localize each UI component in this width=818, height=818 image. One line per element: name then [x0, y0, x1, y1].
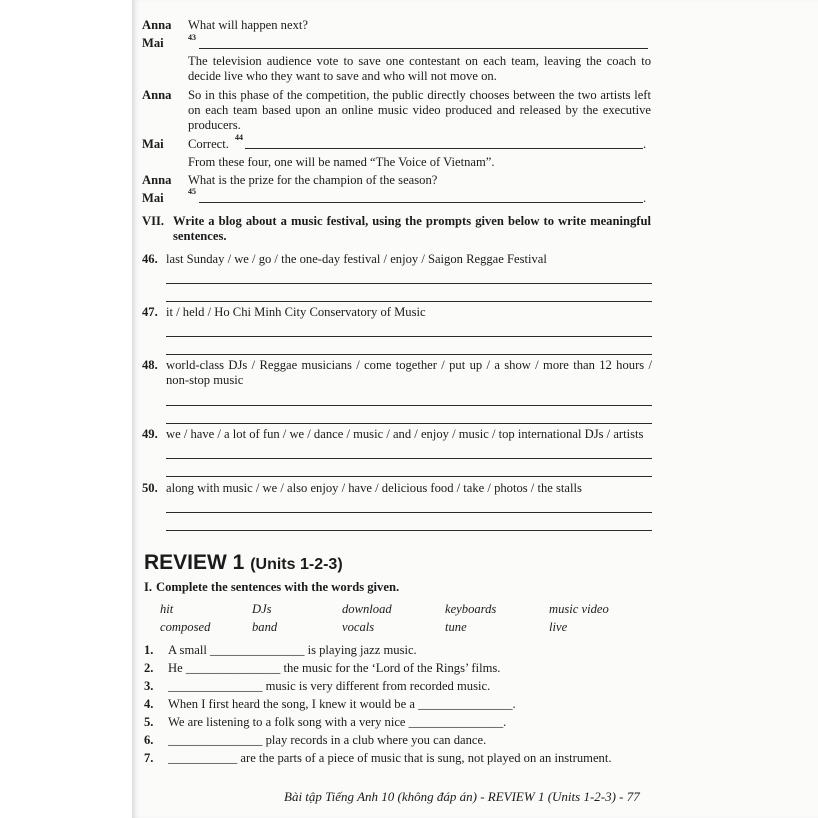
sentence-blank[interactable]: _______________ [168, 733, 263, 747]
workbook-page [132, 0, 818, 818]
item-number: 48. [142, 358, 158, 372]
sentence [168, 679, 490, 694]
speaker-mai: Mai [142, 191, 164, 205]
sentence-blank[interactable]: _______________ [408, 715, 504, 729]
page-footer: Bài tập Tiếng Anh 10 (không đáp án) - REVIEW 1 (Units 1-2-3) - 77 [284, 789, 640, 804]
review-section-instruction: Complete the sentences with the words given. [156, 580, 400, 594]
review-section-label: I. [144, 580, 153, 594]
sentence-number: 5. [144, 715, 154, 729]
sentence-text: . [503, 715, 507, 729]
sentence-text: He [168, 661, 186, 675]
word-bank-item: DJs [252, 602, 272, 616]
item-prompt: world-class DJs / Reggae musicians / come together / put up / a show / more than 12 hours / non-stop music [166, 358, 652, 387]
speaker-anna: Anna [142, 18, 172, 32]
sentence-number: 3. [144, 679, 154, 693]
item-number: 46. [142, 252, 158, 266]
sentence [168, 661, 500, 676]
item-number: 47. [142, 305, 158, 319]
word-bank-item: live [549, 620, 568, 634]
dialogue-line: From these four, one will be named “The Voice of Vietnam”. [188, 155, 495, 169]
answer-line[interactable] [166, 423, 652, 424]
sentence-text: music is very different from recorded music. [262, 679, 491, 693]
section-instruction: Write a blog about a music festival, using the prompts given below to write meaningful sentences. [173, 214, 651, 243]
item-prompt: along with music / we / also enjoy / have / delicious food / take / photos / the stalls [166, 481, 582, 495]
answer-line[interactable] [166, 336, 652, 337]
sentence-blank[interactable]: _______________ [418, 697, 513, 711]
sentence-blank[interactable]: ___________ [168, 751, 238, 765]
speaker-anna: Anna [142, 88, 172, 102]
answer-line[interactable] [166, 458, 652, 459]
answer-line-45[interactable] [199, 202, 643, 203]
word-bank-item: vocals [342, 620, 375, 634]
sentence-number: 4. [144, 697, 154, 711]
item-number: 49. [142, 427, 158, 441]
word-bank-item: composed [160, 620, 211, 634]
section-label: VII. [142, 214, 165, 228]
sentence-text: . [512, 697, 516, 711]
sentence-blank[interactable]: _______________ [185, 661, 281, 675]
dialogue-line: What will happen next? [188, 18, 308, 32]
item-prompt: we / have / a lot of fun / we / dance / music / and / enjoy / music / top international DJs / artists [166, 427, 644, 441]
review-heading [144, 551, 343, 577]
sentence-text: the music for the ‘Lord of the Rings’ films. [280, 661, 501, 675]
sentence-text: are the parts of a piece of music that is sung, not played on an instrument. [237, 751, 612, 765]
question-number-44: 44 [235, 133, 243, 142]
word-bank-item: download [342, 602, 392, 616]
sentence-number: 2. [144, 661, 154, 675]
dialogue-line: So in this phase of the competition, the public directly chooses between the two artists left on each team based upon an online music video produced and released by the executive producers. [188, 88, 651, 132]
answer-line[interactable] [166, 354, 652, 355]
sentence-text: A small [168, 643, 210, 657]
sentence [168, 751, 611, 766]
question-number-43: 43 [188, 33, 196, 42]
answer-line[interactable] [166, 512, 652, 513]
answer-line-44[interactable] [245, 148, 643, 149]
word-bank-item: keyboards [445, 602, 497, 616]
period: . [643, 191, 647, 205]
speaker-mai: Mai [142, 36, 164, 50]
question-number-45: 45 [188, 187, 196, 196]
dialogue-line: Correct. [188, 137, 229, 151]
dialogue-line: The television audience vote to save one contestant on each team, leaving the coach to decide live who they want to save and who will not move on. [188, 54, 651, 83]
speaker-anna: Anna [142, 173, 172, 187]
answer-line[interactable] [166, 301, 652, 302]
sentence-number: 1. [144, 643, 154, 657]
word-bank-item: hit [160, 602, 174, 616]
sentence-blank[interactable]: _______________ [168, 679, 263, 693]
dialogue-line: What is the prize for the champion of the season? [188, 173, 438, 187]
sentence-text: When I first heard the song, I knew it would be a [168, 697, 419, 711]
word-bank-item: music video [549, 602, 609, 616]
speaker-mai: Mai [142, 137, 164, 151]
sentence-blank[interactable]: _______________ [209, 643, 305, 657]
answer-line[interactable] [166, 283, 652, 284]
sentence-number: 7. [144, 751, 154, 765]
sentence-text: is playing jazz music. [304, 643, 417, 657]
sentence-number: 6. [144, 733, 154, 747]
review-title: REVIEW 1 [144, 551, 245, 574]
answer-line-43[interactable] [199, 48, 648, 49]
sentence-text: We are listening to a folk song with a very nice [168, 715, 409, 729]
item-prompt: it / held / Ho Chi Minh City Conservatory of Music [166, 305, 426, 319]
review-subtitle: (Units 1-2-3) [250, 556, 343, 573]
sentence [168, 733, 486, 748]
answer-line[interactable] [166, 476, 652, 477]
answer-line[interactable] [166, 405, 652, 406]
word-bank-item: band [252, 620, 278, 634]
item-number: 50. [142, 481, 158, 495]
sentence [168, 697, 516, 712]
item-prompt: last Sunday / we / go / the one-day festival / enjoy / Saigon Reggae Festival [166, 252, 547, 266]
sentence [168, 643, 417, 658]
answer-line[interactable] [166, 530, 652, 531]
sentence [168, 715, 506, 730]
word-bank-item: tune [445, 620, 467, 634]
period: . [643, 137, 647, 151]
sentence-text: play records in a club where you can dance. [262, 733, 487, 747]
